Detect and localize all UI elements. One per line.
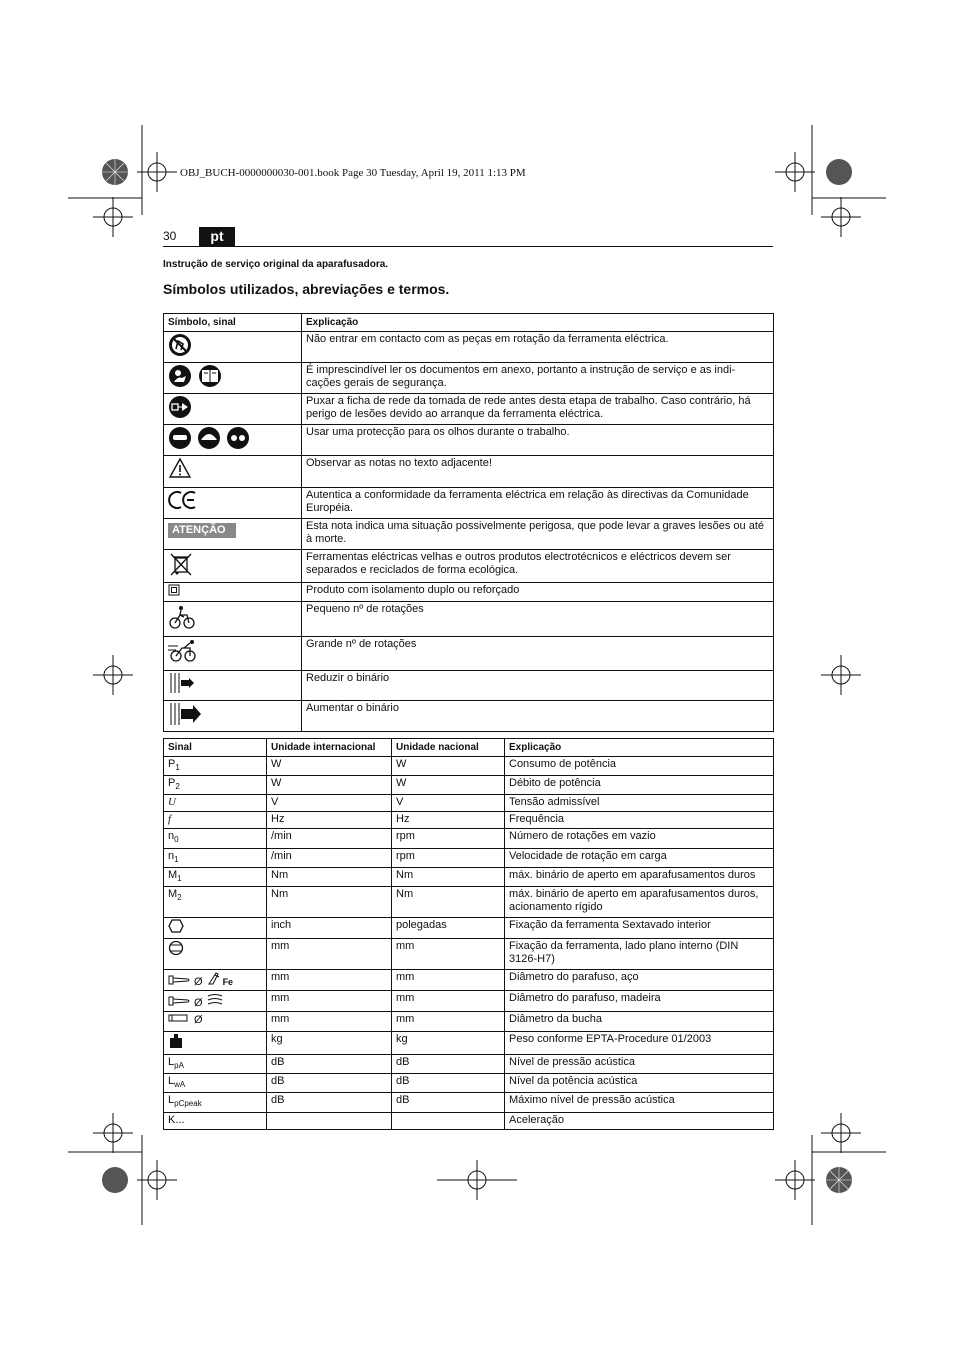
read-documents-icon: [168, 364, 222, 392]
symbol-explanation: Ferramentas eléctricas velhas e outros produtos electrotécnicos e eléctricos devem ser separados e reciclados de forma ecológica.: [302, 550, 774, 583]
signal-cell: [164, 1112, 267, 1129]
symbol-explanation: Reduzir o binário: [302, 671, 774, 701]
signal-subscript: 1: [177, 873, 182, 883]
warning-triangle-icon: [168, 457, 192, 483]
intl-unit-cell: mm: [267, 1011, 392, 1031]
intl-unit-cell: dB: [267, 1093, 392, 1112]
signal-symbol: L: [168, 1055, 175, 1068]
wood-grain-icon: [207, 992, 223, 1006]
national-unit-cell: Nm: [392, 886, 505, 917]
units-row: [164, 829, 774, 848]
units-header-row: [164, 739, 774, 757]
national-unit-cell: V: [392, 795, 505, 812]
national-unit-cell: Hz: [392, 812, 505, 829]
signal-cell: [164, 1031, 267, 1054]
national-unit-cell: rpm: [392, 848, 505, 867]
intl-unit-cell: mm: [267, 938, 392, 969]
material-steel-label: Fe: [222, 976, 234, 987]
signal-subscript: 1: [174, 854, 179, 864]
symbol-explanation: Não entrar em contacto com as peças em rotação da ferramenta eléctrica.: [302, 332, 774, 363]
units-explanation: Consumo de potência: [505, 757, 774, 776]
units-explanation: Nível de pressão acústica: [505, 1054, 774, 1073]
symbol-cell: [164, 671, 302, 701]
signal-cell: [164, 795, 267, 812]
document-subtitle: Instrução de serviço original da aparafusadora.: [163, 259, 389, 270]
symbol-row: [164, 701, 774, 732]
intl-unit-cell: Nm: [267, 867, 392, 886]
units-table: [163, 738, 774, 1130]
steel-tool-icon: [207, 971, 223, 985]
national-unit-cell: W: [392, 757, 505, 776]
national-unit-cell: dB: [392, 1074, 505, 1093]
intl-unit-cell: Nm: [267, 886, 392, 917]
symbol-cell: [164, 456, 302, 488]
national-unit-cell: dB: [392, 1093, 505, 1112]
symbol-cell: [164, 332, 302, 363]
symbol-row: [164, 363, 774, 394]
crossed-bin-icon: [168, 551, 194, 581]
national-unit-cell: dB: [392, 1054, 505, 1073]
symbol-row: [164, 394, 774, 425]
symbol-cell: [164, 550, 302, 583]
units-explanation: máx. binário de aperto em aparafusamentos duros, acionamento rígido: [505, 886, 774, 917]
intl-unit-cell: W: [267, 757, 392, 776]
symbols-table: [163, 313, 774, 732]
symbols-header-row: [164, 314, 774, 332]
symbol-row: [164, 519, 774, 550]
signal-subscript: wA: [174, 1080, 186, 1090]
signal-cell: [164, 886, 267, 917]
units-row: [164, 1074, 774, 1093]
intl-unit-cell: V: [267, 795, 392, 812]
units-row: [164, 757, 774, 776]
signal-cell: [164, 969, 267, 990]
symbol-row: [164, 425, 774, 456]
signal-subscript: pCpeak: [174, 1099, 202, 1109]
signal-subscript: 0: [174, 835, 179, 845]
increase-torque-icon: [168, 702, 202, 730]
col-explanation: Explicação: [302, 314, 774, 332]
signal-cell: [164, 990, 267, 1011]
intl-unit-cell: /min: [267, 848, 392, 867]
symbol-explanation: Usar uma protecção para os olhos durante o trabalho.: [302, 425, 774, 456]
signal-cell: [164, 1054, 267, 1073]
units-row: [164, 969, 774, 990]
signal-cell: [164, 1011, 267, 1031]
signal-cell: [164, 1093, 267, 1112]
units-explanation: Débito de potência: [505, 776, 774, 795]
units-row: [164, 917, 774, 938]
col-units-explanation: Explicação: [505, 739, 774, 757]
ce-mark-icon: [168, 489, 198, 515]
page-number: 30: [163, 229, 177, 243]
symbol-cell: [164, 394, 302, 425]
screw-steel-icon: [168, 975, 190, 989]
header-rule: [163, 246, 773, 247]
symbol-cell: [164, 488, 302, 519]
symbol-row: [164, 456, 774, 488]
diameter-symbol: Ø: [194, 996, 203, 1009]
signal-subscript: pA: [174, 1061, 184, 1071]
units-explanation: Nível da potência acústica: [505, 1074, 774, 1093]
symbol-cell: [164, 363, 302, 394]
signal-cell: [164, 829, 267, 848]
national-unit-cell: mm: [392, 1011, 505, 1031]
attention-label: ATENÇÃO: [168, 523, 236, 538]
signal-symbol: L: [168, 1075, 175, 1088]
intl-unit-cell: [267, 1112, 392, 1129]
national-unit-cell: Nm: [392, 867, 505, 886]
units-explanation: Diâmetro do parafuso, aço: [505, 969, 774, 990]
col-signal: Sinal: [164, 739, 267, 757]
eye-protection-icon: [168, 426, 250, 454]
symbol-cell: [164, 637, 302, 671]
slow-speed-icon: [168, 603, 196, 635]
units-explanation: Diâmetro do parafuso, madeira: [505, 990, 774, 1011]
unplug-icon: [168, 395, 192, 423]
symbol-explanation: Produto com isolamento duplo ou reforçado: [302, 583, 774, 602]
signal-symbol: K...: [168, 1113, 185, 1126]
signal-cell: [164, 812, 267, 829]
printer-line: OBJ_BUCH-0000000030-001.book Page 30 Tuesday, April 19, 2011 1:13 PM: [180, 167, 526, 179]
col-intl-unit: Unidade internacional: [267, 739, 392, 757]
no-contact-rotating-parts-icon: [168, 333, 192, 361]
symbol-cell: [164, 701, 302, 732]
signal-cell: [164, 1074, 267, 1093]
symbol-explanation: Esta nota indica uma situação possivelmente perigosa, que pode levar a graves lesões ou até à morte.: [302, 519, 774, 550]
units-row: [164, 795, 774, 812]
signal-subscript: 1: [175, 763, 180, 773]
signal-cell: [164, 757, 267, 776]
symbol-cell: [164, 583, 302, 602]
units-row: [164, 1054, 774, 1073]
units-row: [164, 812, 774, 829]
units-explanation: Diâmetro da bucha: [505, 1011, 774, 1031]
double-insulation-icon: [168, 584, 180, 600]
screw-wood-icon: [168, 996, 190, 1010]
signal-symbol: P: [168, 777, 176, 790]
units-explanation: Máximo nível de pressão acústica: [505, 1093, 774, 1112]
symbol-cell: [164, 602, 302, 637]
units-explanation: máx. binário de aperto em aparafusamentos duros: [505, 867, 774, 886]
signal-subscript: 2: [177, 893, 182, 903]
intl-unit-cell: Hz: [267, 812, 392, 829]
units-explanation: Número de rotações em vazio: [505, 829, 774, 848]
signal-symbol: M: [168, 868, 178, 881]
symbol-row: [164, 583, 774, 602]
symbol-cell: [164, 519, 302, 550]
signal-symbol: f: [168, 813, 172, 826]
units-row: [164, 990, 774, 1011]
sleeve-icon: [168, 1013, 190, 1027]
units-row: [164, 1011, 774, 1031]
national-unit-cell: mm: [392, 969, 505, 990]
symbol-explanation: É imprescindível ler os documentos em anexo, portanto a instrução de serviço e as indi-cações gerais de segurança.: [302, 363, 774, 394]
signal-subscript: 2: [175, 782, 180, 792]
intl-unit-cell: kg: [267, 1031, 392, 1054]
intl-unit-cell: mm: [267, 990, 392, 1011]
units-row: [164, 886, 774, 917]
symbol-explanation: Observar as notas no texto adjacente!: [302, 456, 774, 488]
units-explanation: Velocidade de rotação em carga: [505, 848, 774, 867]
intl-unit-cell: dB: [267, 1074, 392, 1093]
units-row: [164, 938, 774, 969]
symbol-explanation: Grande nº de rotações: [302, 637, 774, 671]
symbol-explanation: Puxar a ficha de rede da tomada de rede antes desta etapa de trabalho. Caso contrário, há perigo de lesões devido ao arranque da ferramenta eléctrica.: [302, 394, 774, 425]
signal-cell: [164, 848, 267, 867]
national-unit-cell: mm: [392, 938, 505, 969]
high-speed-icon: [168, 638, 200, 668]
intl-unit-cell: dB: [267, 1054, 392, 1073]
units-explanation: Fixação da ferramenta Sextavado interior: [505, 917, 774, 938]
intl-unit-cell: /min: [267, 829, 392, 848]
signal-cell: [164, 938, 267, 969]
col-national-unit: Unidade nacional: [392, 739, 505, 757]
section-heading: Símbolos utilizados, abreviações e termos.: [163, 281, 450, 297]
units-row: [164, 776, 774, 795]
units-explanation: Peso conforme EPTA-Procedure 01/2003: [505, 1031, 774, 1054]
signal-cell: [164, 776, 267, 795]
language-tab: pt: [199, 227, 235, 246]
intl-unit-cell: W: [267, 776, 392, 795]
symbol-explanation: Aumentar o binário: [302, 701, 774, 732]
signal-cell: [164, 917, 267, 938]
diameter-symbol: Ø: [194, 1013, 203, 1026]
units-explanation: Tensão admissível: [505, 795, 774, 812]
signal-symbol: M: [168, 887, 178, 900]
signal-symbol: n: [168, 830, 175, 843]
diameter-symbol: Ø: [194, 975, 203, 988]
symbol-row: [164, 671, 774, 701]
units-row: [164, 1093, 774, 1112]
signal-symbol: U: [168, 796, 176, 809]
flat-socket-icon: [168, 940, 184, 960]
hexagon-socket-icon: [168, 919, 184, 937]
weight-icon: [168, 1033, 184, 1053]
units-row: [164, 1031, 774, 1054]
national-unit-cell: mm: [392, 990, 505, 1011]
symbol-cell: [164, 425, 302, 456]
symbol-row: [164, 488, 774, 519]
national-unit-cell: W: [392, 776, 505, 795]
signal-symbol: n: [168, 849, 175, 862]
reduce-torque-icon: [168, 672, 196, 698]
signal-symbol: P: [168, 758, 176, 770]
intl-unit-cell: inch: [267, 917, 392, 938]
symbol-explanation: Pequeno nº de rotações: [302, 602, 774, 637]
intl-unit-cell: mm: [267, 969, 392, 990]
national-unit-cell: kg: [392, 1031, 505, 1054]
national-unit-cell: [392, 1112, 505, 1129]
units-explanation: Fixação da ferramenta, lado plano interno (DIN 3126-H7): [505, 938, 774, 969]
units-row: [164, 848, 774, 867]
symbol-row: [164, 332, 774, 363]
signal-symbol: L: [168, 1094, 175, 1107]
symbol-row: [164, 637, 774, 671]
national-unit-cell: rpm: [392, 829, 505, 848]
national-unit-cell: polegadas: [392, 917, 505, 938]
symbol-row: [164, 602, 774, 637]
signal-cell: [164, 867, 267, 886]
units-explanation: Frequência: [505, 812, 774, 829]
units-row: [164, 1112, 774, 1129]
symbol-row: [164, 550, 774, 583]
symbol-explanation: Autentica a conformidade da ferramenta eléctrica em relação às directivas da Comunidade Européia.: [302, 488, 774, 519]
units-explanation: Aceleração: [505, 1112, 774, 1129]
col-symbol: Símbolo, sinal: [164, 314, 302, 332]
units-row: [164, 867, 774, 886]
